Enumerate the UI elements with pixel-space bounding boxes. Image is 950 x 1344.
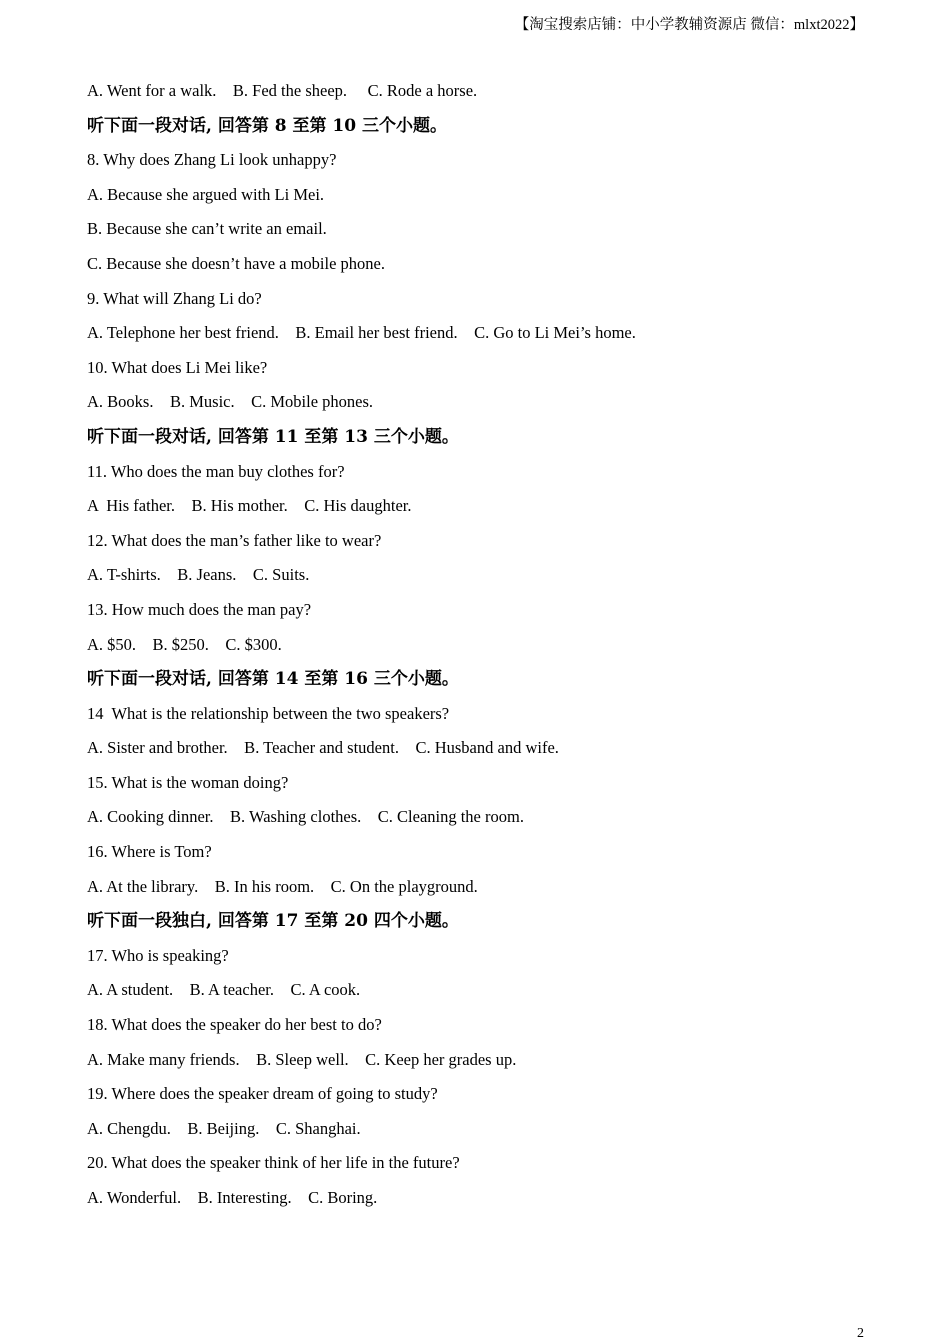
question-text: 14 What is the relationship between the two speakers? <box>87 703 450 723</box>
question-text: 15. What is the woman doing? <box>87 772 289 792</box>
question-text: 18. What does the speaker do her best to do? <box>87 1015 382 1035</box>
section-heading: 听下面一段独白, 回答第 17 至第 20 四个小题。 <box>87 911 459 932</box>
answer-options: A. Cooking dinner. B. Washing clothes. C. Cleaning the room. <box>87 807 524 827</box>
question-text: 19. Where does the speaker dream of going to study? <box>87 1084 438 1104</box>
page-number: 2 <box>857 1326 864 1341</box>
section-heading: 听下面一段对话, 回答第 14 至第 16 三个小题。 <box>87 669 459 690</box>
answer-options: A. Sister and brother. B. Teacher and student. C. Husband and wife. <box>87 738 559 758</box>
answer-options: A. Because she argued with Li Mei. <box>87 184 325 204</box>
question-text: 12. What does the man’s father like to wear? <box>87 530 382 550</box>
answer-options: B. Because she can’t write an email. <box>87 219 327 239</box>
page-header-watermark: 【淘宝搜索店铺：中小学教辅资源店 微信：mlxt2022】 <box>514 17 864 33</box>
answer-options: A. Make many friends. B. Sleep well. C. Keep her grades up. <box>87 1049 517 1069</box>
question-text: 10. What does Li Mei like? <box>87 357 268 377</box>
answer-options: A. Books. B. Music. C. Mobile phones. <box>87 392 374 412</box>
question-text: 20. What does the speaker think of her life in the future? <box>87 1153 460 1173</box>
answer-options: C. Because she doesn’t have a mobile phone. <box>87 253 385 273</box>
question-text: 9. What will Zhang Li do? <box>87 288 262 308</box>
answer-options: A. Went for a walk. B. Fed the sheep. C. Rode a horse. <box>87 81 478 100</box>
question-text: 16. Where is Tom? <box>87 842 212 862</box>
section-heading: 听下面一段对话, 回答第 11 至第 13 三个小题。 <box>87 426 459 447</box>
question-text: 11. Who does the man buy clothes for? <box>87 461 345 481</box>
answer-options: A. A student. B. A teacher. C. A cook. <box>87 980 361 1000</box>
question-text: 13. How much does the man pay? <box>87 599 312 619</box>
answer-options: A. At the library. B. In his room. C. On the playground. <box>87 876 478 896</box>
answer-options: A. Chengdu. B. Beijing. C. Shanghai. <box>87 1118 361 1138</box>
answer-options: A. $50. B. $250. C. $300. <box>87 634 282 654</box>
answer-options: A. T-shirts. B. Jeans. C. Suits. <box>87 565 310 585</box>
answer-options: A. Wonderful. B. Interesting. C. Boring. <box>87 1188 378 1207</box>
question-text: 17. Who is speaking? <box>87 945 229 965</box>
question-text: 8. Why does Zhang Li look unhappy? <box>87 150 337 170</box>
section-heading: 听下面一段对话, 回答第 8 至第 10 三个小题。 <box>87 115 447 136</box>
answer-options: A His father. B. His mother. C. His daughter. <box>87 496 412 516</box>
exam-content <box>87 79 887 1221</box>
answer-options: A. Telephone her best friend. B. Email her best friend. C. Go to Li Mei’s home. <box>87 323 636 343</box>
